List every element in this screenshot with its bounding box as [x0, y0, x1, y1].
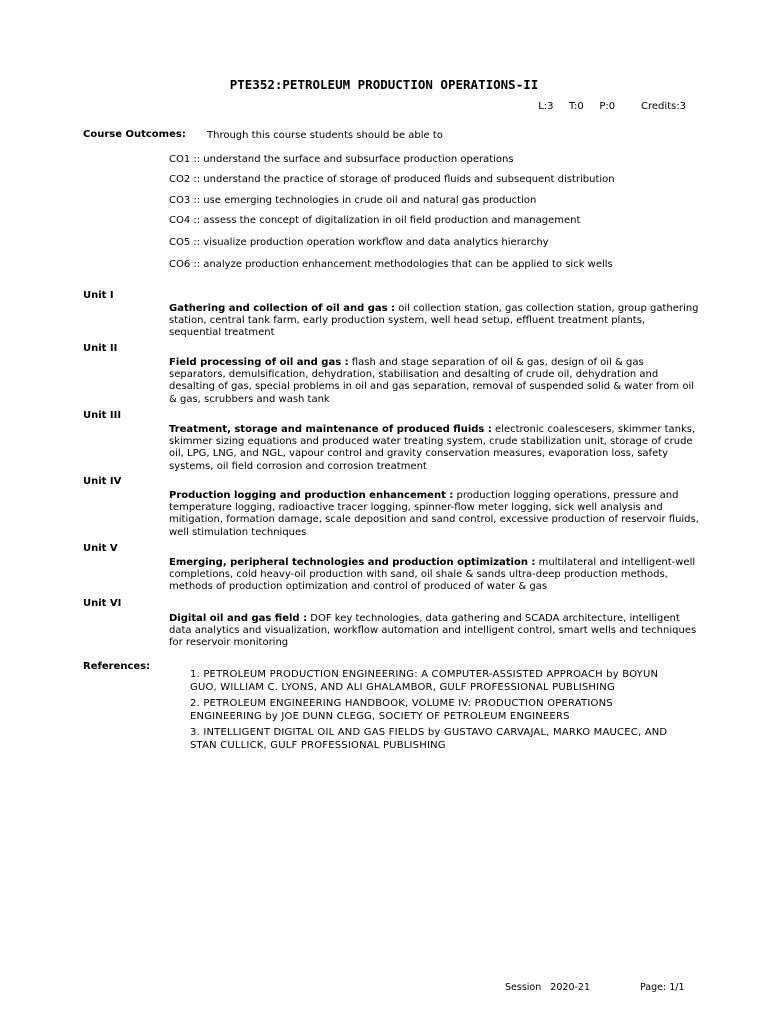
course-outcome-item: CO5 :: visualize production operation workflow and data analytics hierarchy	[169, 237, 549, 248]
unit-label: Unit I	[83, 290, 114, 301]
course-outcome-item: CO6 :: analyze production enhancement methodologies that can be applied to sick wells	[169, 259, 613, 270]
unit-label: Unit III	[83, 410, 122, 421]
footer-session: Session 2020-21	[505, 982, 590, 993]
unit-label: Unit II	[83, 343, 118, 354]
reference-item: 3. INTELLIGENT DIGITAL OIL AND GAS FIELDS by GUSTAVO CARVAJAL, MARKO MAUCEC, AND STAN CULLICK, GULF PROFESSIONAL PUBLISHING	[190, 727, 668, 752]
unit-content	[169, 357, 699, 406]
references-label: References:	[83, 661, 151, 672]
unit-topics: flash and stage separation of oil & gas, design of oil & gas separators, demulsification, dehydration, stabilisation and desalting of crude oil, dehydration and desalting of gas, special problems in oil and gas separation, removal of suspended solid & water from oil & gas, scrubbers and wash tank	[169, 357, 694, 405]
unit-topics: oil collection station, gas collection station, group gathering station, central tank farm, early production system, well head setup, effluent treatment plants, sequential treatment	[169, 303, 699, 339]
unit-content	[169, 490, 699, 539]
reference-item: 2. PETROLEUM ENGINEERING HANDBOOK, VOLUME IV: PRODUCTION OPERATIONS ENGINEERING by JOE DUNN CLEGG, SOCIETY OF PETROLEUM ENGINEERS	[190, 698, 613, 723]
course-outcome-item: CO2 :: understand the practice of storage of produced fluids and subsequent distribution	[169, 174, 615, 185]
unit-topics: multilateral and intelligent-well completions, cold heavy-oil production with sand, oil shale & sands ultra-deep production methods, methods of production optimization and control of produced of water & gas	[169, 557, 696, 593]
unit-heading: Treatment, storage and maintenance of produced fluids :	[169, 424, 492, 435]
unit-label: Unit IV	[83, 476, 122, 487]
unit-heading: Production logging and production enhancement :	[169, 490, 454, 501]
course-outcome-item: CO1 :: understand the surface and subsurface production operations	[169, 154, 514, 165]
unit-heading: Digital oil and gas field :	[169, 613, 308, 624]
unit-content	[169, 557, 699, 594]
unit-heading: Gathering and collection of oil and gas :	[169, 303, 396, 314]
unit-topics: electronic coalescesers, skimmer tanks, skimmer sizing equations and produced water treating system, crude stabilization unit, storage of crude oil, LPG, LNG, and NGL, vapour control and gravity conservation measures, evaporation loss, safety systems, oil field corrosion and corrosion treatment	[169, 424, 696, 472]
page-title: PTE352:PETROLEUM PRODUCTION OPERATIONS-II	[229, 77, 539, 92]
credits-line: L:3 T:0 P:0 Credits:3	[538, 101, 686, 112]
unit-content	[169, 303, 699, 340]
unit-content	[169, 613, 699, 650]
unit-topics: DOF key technologies, data gathering and SCADA architecture, intelligent data analytics and visualization, workflow automation and intelligent control, smart wells and techniques for reservoir monitoring	[169, 613, 697, 649]
unit-heading: Emerging, peripheral technologies and production optimization :	[169, 557, 536, 568]
unit-topics: production logging operations, pressure and temperature logging, radioactive tracer logging, spinner-flow meter logging, sick well analysis and mitigation, formation damage, scale deposition and sand control, excessive production of reservoir fluids, well stimulation techniques	[169, 490, 699, 538]
unit-label: Unit V	[83, 543, 118, 554]
unit-content	[169, 424, 699, 473]
reference-item: 1. PETROLEUM PRODUCTION ENGINEERING: A COMPUTER-ASSISTED APPROACH by BOYUN GUO, WILLIAM C. LYONS, AND ALI GHALAMBOR, GULF PROFESSIONAL PUBLISHING	[190, 669, 659, 694]
course-outcome-item: CO4 :: assess the concept of digitalization in oil field production and management	[169, 215, 581, 226]
course-outcomes-intro: Through this course students should be able to	[207, 130, 443, 141]
footer-page-number: Page: 1/1	[640, 982, 685, 993]
unit-heading: Field processing of oil and gas :	[169, 357, 349, 368]
course-outcome-item: CO3 :: use emerging technologies in crude oil and natural gas production	[169, 195, 537, 206]
unit-label: Unit VI	[83, 598, 122, 609]
course-outcomes-label: Course Outcomes:	[83, 129, 186, 140]
